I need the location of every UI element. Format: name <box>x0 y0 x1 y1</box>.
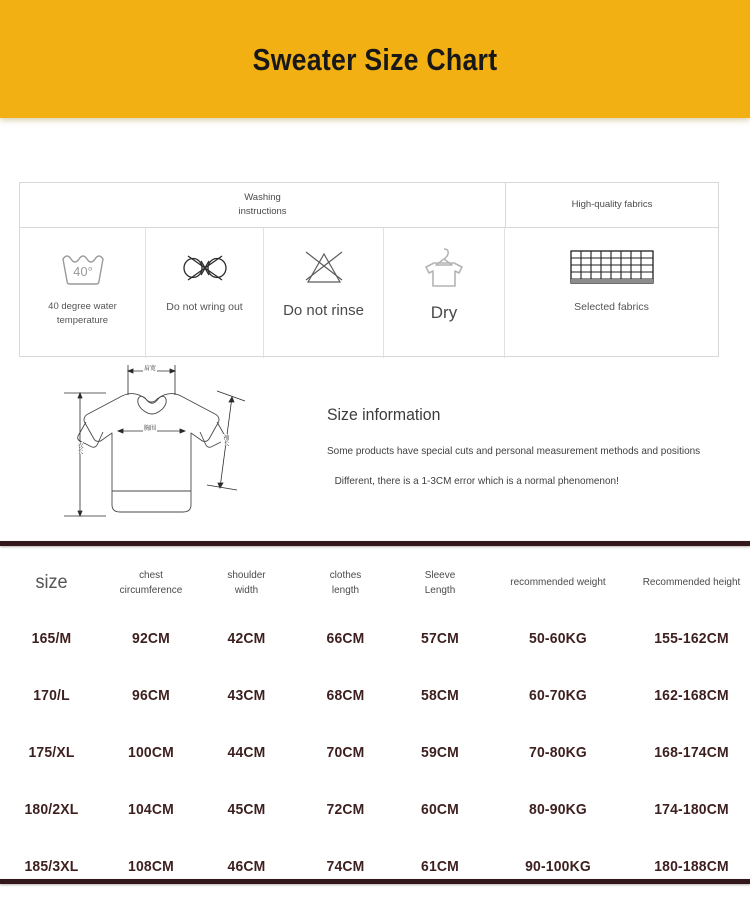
size-table-header-chest-line2: circumference <box>119 584 183 596</box>
table-cell-chest <box>103 744 199 761</box>
care-cell-selected-fabrics <box>505 228 718 358</box>
wash-tub-40-icon <box>55 228 111 300</box>
table-cell-sleeve-length <box>397 801 483 818</box>
table-cell-sleeve-length-value: 58CM <box>421 687 459 704</box>
table-cell-height <box>633 744 750 761</box>
table-cell-size-value: 180/2XL <box>24 801 79 818</box>
table-cell-shoulder-value: 46CM <box>227 858 266 875</box>
do-not-rinse-icon <box>295 228 353 300</box>
table-cell-height <box>633 801 750 818</box>
table-cell-chest-value: 96CM <box>132 687 170 704</box>
size-table-header-clothes-length-line2: length <box>331 584 360 596</box>
size-information-line-2: Different, there is a 1-3CM error which is a normal phenomenon! <box>334 475 619 487</box>
table-cell-shoulder <box>199 630 294 647</box>
table-cell-shoulder <box>199 858 294 875</box>
table-cell-clothes-length <box>294 801 397 818</box>
table-row <box>0 667 750 724</box>
size-table-header-row <box>0 556 750 610</box>
care-cell-do-not-wring <box>146 228 264 358</box>
table-cell-chest-value: 108CM <box>128 858 174 875</box>
size-table-header-weight-line1: recommended weight <box>510 576 606 589</box>
table-cell-weight <box>483 858 633 875</box>
size-table-header-sleeve-length-line2: Length <box>424 584 456 596</box>
size-table-header-shoulder <box>199 568 294 598</box>
table-cell-size <box>0 801 103 818</box>
diagram-label-shoulder-width: 肩宽 <box>144 365 157 372</box>
table-cell-chest <box>103 801 199 818</box>
table-row <box>0 610 750 667</box>
table-cell-chest-value: 100CM <box>128 744 174 761</box>
table-cell-weight <box>483 687 633 704</box>
table-cell-size-value: 170/L <box>33 687 70 704</box>
table-cell-size-value: 165/M <box>31 630 72 647</box>
size-table-header-size <box>0 569 103 597</box>
size-table-header-clothes-length-line1: clothes <box>329 568 362 581</box>
do-not-wring-icon <box>174 228 236 300</box>
table-cell-shoulder-value: 45CM <box>227 801 266 818</box>
table-cell-height-value: 168-174CM <box>654 744 729 761</box>
table-cell-sleeve-length-value: 60CM <box>421 801 459 818</box>
table-cell-clothes-length-value: 74CM <box>326 858 365 875</box>
table-cell-clothes-length <box>294 687 397 704</box>
size-table-header-size-line1: size <box>35 572 68 594</box>
table-cell-clothes-length-value: 70CM <box>326 744 365 761</box>
table-cell-sleeve-length <box>397 858 483 875</box>
table-cell-chest <box>103 858 199 875</box>
table-cell-shoulder <box>199 801 294 818</box>
table-cell-clothes-length-value: 68CM <box>326 687 365 704</box>
table-cell-height <box>633 630 750 647</box>
fabric-weave-icon <box>567 228 657 300</box>
table-cell-weight-value: 80-90KG <box>529 801 587 818</box>
table-cell-weight <box>483 630 633 647</box>
table-cell-clothes-length-value: 72CM <box>326 801 365 818</box>
table-cell-chest <box>103 630 199 647</box>
table-cell-size-value: 185/3XL <box>24 858 79 875</box>
table-cell-weight-value: 90-100KG <box>525 858 591 875</box>
table-cell-height-value: 174-180CM <box>654 801 729 818</box>
svg-text:40°: 40° <box>72 264 93 279</box>
size-table-header-height <box>633 575 750 590</box>
table-cell-height <box>633 858 750 875</box>
table-row <box>0 838 750 895</box>
table-cell-height-value: 155-162CM <box>654 630 729 647</box>
dry-hanger-shirt-icon <box>416 228 472 300</box>
size-table <box>0 556 750 895</box>
table-cell-clothes-length <box>294 630 397 647</box>
care-table-body-row <box>20 228 718 358</box>
table-cell-chest-value: 104CM <box>128 801 174 818</box>
diagram-label-clothes-length: 衣长 <box>76 442 83 454</box>
size-table-header-height-line1: Recommended height <box>642 576 741 589</box>
table-cell-sleeve-length <box>397 630 483 647</box>
table-row <box>0 724 750 781</box>
table-cell-height-value: 162-168CM <box>654 687 729 704</box>
divider-top <box>0 541 750 546</box>
table-cell-sleeve-length <box>397 744 483 761</box>
size-table-header-chest-line1: chest <box>139 568 163 581</box>
care-label-do-not-rinse: Do not rinse <box>283 302 364 319</box>
care-label-dry: Dry <box>430 303 458 322</box>
care-label-do-not-wring: Do not wring out <box>166 301 243 313</box>
size-table-header-clothes-length <box>294 568 397 598</box>
care-table-header-row <box>20 183 718 228</box>
table-cell-sleeve-length <box>397 687 483 704</box>
table-cell-shoulder-value: 44CM <box>227 744 266 761</box>
care-cell-do-not-rinse <box>264 228 384 358</box>
table-cell-shoulder-value: 43CM <box>227 687 266 704</box>
table-cell-clothes-length <box>294 744 397 761</box>
size-information-title: Size information <box>327 405 441 424</box>
table-cell-clothes-length-value: 66CM <box>326 630 365 647</box>
care-label-wash-temperature-line2: temperature <box>56 315 109 327</box>
table-cell-weight <box>483 744 633 761</box>
table-cell-weight-value: 70-80KG <box>529 744 587 761</box>
header-banner <box>0 0 750 118</box>
size-table-header-sleeve-length <box>397 568 483 598</box>
size-information-block <box>327 405 727 505</box>
table-cell-size <box>0 744 103 761</box>
diagram-label-chest-circumference: 胸围 <box>144 425 157 432</box>
care-instructions-table <box>19 182 719 357</box>
table-cell-weight-value: 60-70KG <box>529 687 587 704</box>
table-cell-sleeve-length-value: 57CM <box>421 630 459 647</box>
table-row <box>0 781 750 838</box>
table-cell-weight-value: 50-60KG <box>529 630 587 647</box>
table-cell-sleeve-length-value: 61CM <box>421 858 459 875</box>
care-label-wash-temperature-line1: 40 degree water <box>48 301 117 312</box>
size-table-header-chest <box>103 568 199 598</box>
table-cell-height-value: 180-188CM <box>654 858 729 875</box>
table-cell-size-value: 175/XL <box>28 744 75 761</box>
size-table-header-weight <box>483 575 633 590</box>
table-cell-sleeve-length-value: 59CM <box>421 744 459 761</box>
table-cell-clothes-length <box>294 858 397 875</box>
table-cell-weight <box>483 801 633 818</box>
table-cell-shoulder <box>199 687 294 704</box>
washing-instructions-header-line1: Washing <box>244 192 281 204</box>
care-label-wash-temperature <box>42 300 123 329</box>
size-table-header-shoulder-line2: width <box>234 584 259 596</box>
size-table-header-sleeve-length-line1: Sleeve <box>424 568 456 581</box>
page-title: Sweater Size Chart <box>252 42 498 77</box>
table-cell-chest <box>103 687 199 704</box>
care-cell-dry <box>384 228 505 358</box>
table-cell-chest-value: 92CM <box>132 630 170 647</box>
table-cell-size <box>0 858 103 875</box>
table-cell-shoulder-value: 42CM <box>227 630 266 647</box>
care-cell-wash-temperature <box>20 228 146 358</box>
table-cell-size <box>0 630 103 647</box>
table-cell-height <box>633 687 750 704</box>
table-cell-shoulder <box>199 744 294 761</box>
washing-instructions-header-line2: instructions <box>238 206 287 217</box>
washing-instructions-header <box>20 183 506 227</box>
care-label-selected-fabrics: Selected fabrics <box>574 301 649 313</box>
sweater-measurement-diagram <box>42 360 332 542</box>
high-quality-fabrics-header: High-quality fabrics <box>571 199 653 211</box>
diagram-label-sleeve-length: 袖长 <box>222 434 229 446</box>
table-cell-size <box>0 687 103 704</box>
size-table-header-shoulder-line1: shoulder <box>227 568 266 581</box>
sweater-outline-icon <box>42 360 332 542</box>
size-information-line-1: Some products have special cuts and personal measurement methods and positions <box>327 445 701 457</box>
